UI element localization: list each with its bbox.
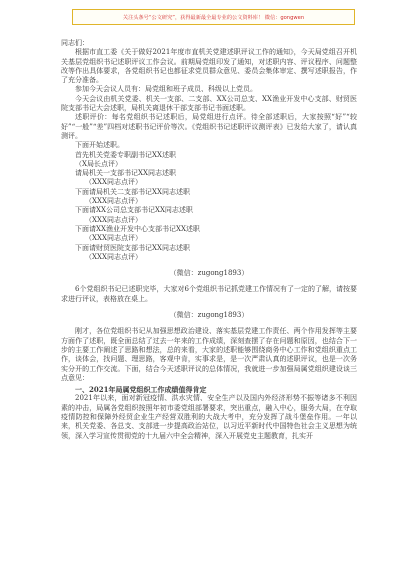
proceedings-line: 下面请局机关二支部书记XX同志述职: [75, 187, 190, 196]
paragraph-completion: 6个党组织书记已述职完毕，大家对6个党组织书记抓党建工作情况有了一定的了解，请按要求进行评议，表格放在桌上。: [61, 285, 357, 303]
proceedings-line: 请局机关一支部书记XX同志述职: [75, 169, 176, 178]
wechat-note: （微信：zugong1893）: [169, 269, 249, 278]
proceedings-line: 下面请XX公司总支部书记XX同志述职: [75, 206, 193, 215]
proceedings-line: （XXX同志点评）: [85, 215, 142, 224]
proceedings-line: （XXX同志点评）: [85, 197, 142, 206]
proceedings-line: （XXX同志点评）: [85, 178, 142, 187]
proceedings-line: （X局长点评）: [75, 159, 122, 168]
banner-text: 关注头条号“公文研究”，获得最新最全最专业的公文资料库！ 微信：gongwen: [122, 14, 305, 21]
paragraph-attendees: 参加今天会议人员有：局党组和班子成员、科级以上党员。: [75, 85, 257, 94]
wechat-promo-banner: [72, 9, 355, 25]
speech-document: [61, 39, 357, 441]
proceedings-list: [61, 141, 357, 262]
wechat-note: （微信：zugong1893）: [169, 311, 249, 320]
paragraph-reporters: 今天会议由机关党委、机关一支部、二支部、XX公司总支、XX渔业开发中心支部、财贸医院支部书记大会述职，局机关离退休干部支部书记书面述职。: [61, 94, 357, 113]
proceedings-line: 下面请财贸医院支部书记XX同志述职: [75, 243, 190, 252]
greeting: 同志们：: [61, 39, 89, 47]
proceedings-line: （XXX同志点评）: [85, 252, 142, 261]
proceedings-line: 首先机关党委专职副书记XX述职: [75, 150, 176, 159]
paragraph-intro: 根据市直工委《关于做好2021年度市直机关党建述职评议工作的通知》，今天局党组召开机关基层党组织书记述职评议工作会议。前期局党组印发了通知，对述职内容、评议程序、问题整改等作出具体要求，各党组织书记也都征求党员群众意见、委员会集体审定、撰写述职报告，作了充分准备。: [61, 48, 357, 85]
proceedings-line: 下面请XX渔业开发中心支部书记XX述职: [75, 224, 200, 233]
proceedings-line: 下面开始述职。: [75, 141, 124, 150]
proceedings-line: （XXX同志点评）: [85, 234, 142, 243]
paragraph-summary: 刚才，各位党组织书记从加强思想政治建设、落实基层党建工作责任、两个作用发挥等主要方面作了述职，既全面总结了过去一年来的工作成绩，深刻查摆了存在问题和原因，也结合下一步的主要工作阐述了思路和想法，总的来看，大家的述职能够围绕商务中心工作和党组织重点工作，谈体会，找问题、理思路，客观中肯，实事求是，是一次严肃认真的述职评议，也是一次务实分开的工作交流。下面，结合今天述职评议的总体情况，我就进一步加强局属党组织建设谈三点意见：: [61, 327, 357, 382]
paragraph-evaluation: 述职评价：每名党组织书记述职后，局党组进行点评。待全部述职后，大家按照“好”“较好”“一般”“差”四档对述职书记评价等次。《党组织书记述职评议测评表》已发给大家了，请认真测评。: [61, 113, 357, 140]
paragraph-achievements: 2021年以来，面对新冠疫情、洪水灾情、安全生产以及国内外经济形势不振等诸多不利因素的冲击，局属各党组织按照年初市委党组部署要求，突出重点，融入中心，服务大局，在夺取疫情防控和保障外经贸企业生产经营双胜利的大战大考中，充分发挥了战斗堡垒作用。一年以来，机关党委、各总支、支部进一步提高政治站位，以习近平新时代中国特色社会主义思想为统领，深入学习宣传贯彻党的十九届六中全会精神，深入开展党史主题教育，扎实开: [61, 394, 357, 440]
section-heading: 一、2021年局属党组织工作成绩值得肯定: [75, 385, 207, 395]
